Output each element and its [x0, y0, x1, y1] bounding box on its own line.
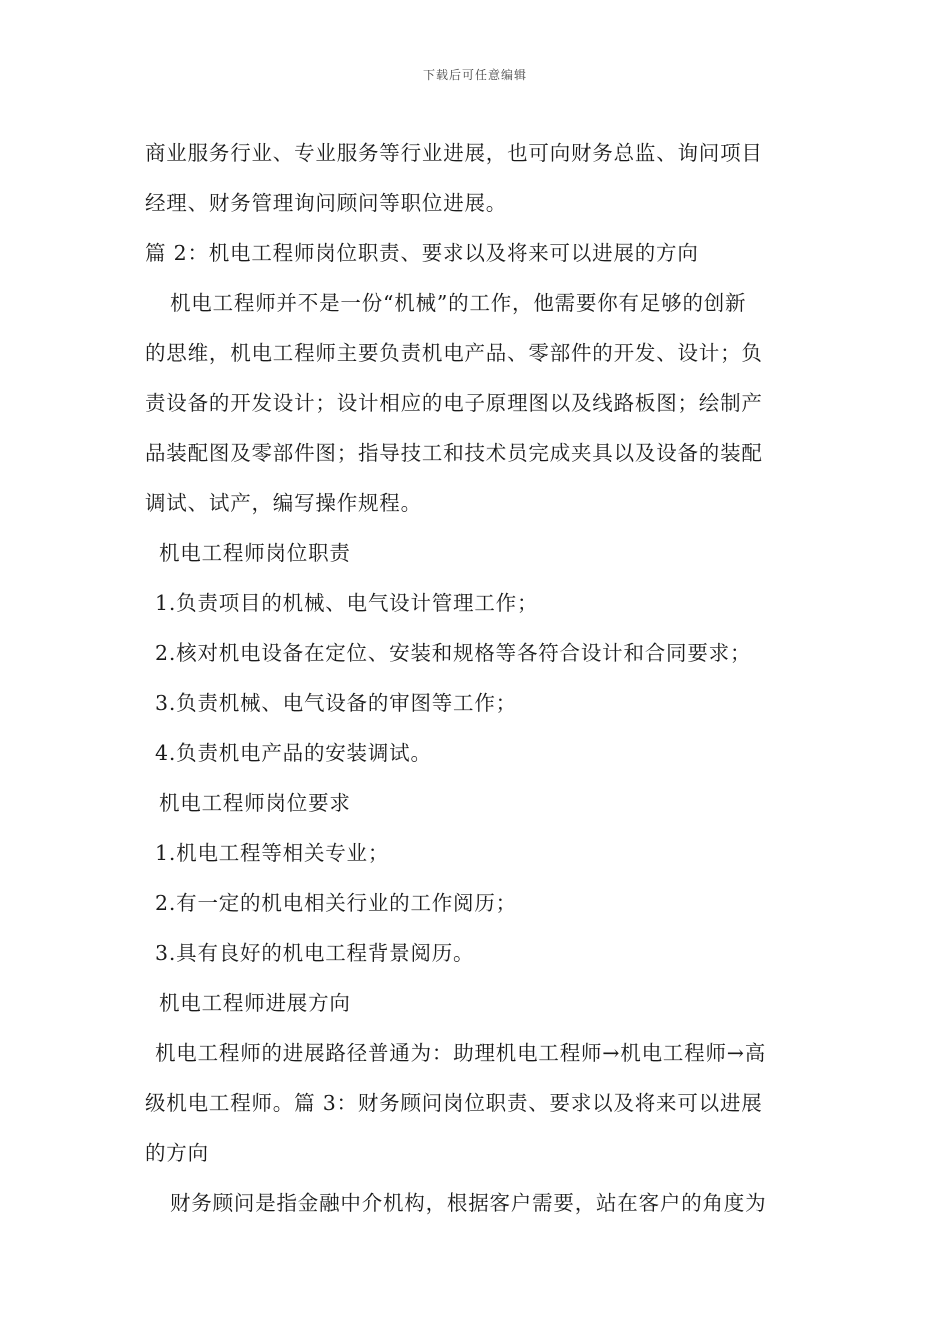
list-item: 3.负责机械、电气设备的审图等工作；	[155, 691, 517, 715]
list-item: 2.核对机电设备在定位、安装和规格等各符合设计和合同要求；	[155, 641, 752, 665]
subsection-heading: 机电工程师岗位职责	[159, 541, 351, 565]
paragraph-line: 调试、试产，编写操作规程。	[145, 491, 422, 515]
document-body	[145, 130, 810, 1230]
paragraph-line: 财务顾问是指金融中介机构，根据客户需要，站在客户的角度为	[170, 1191, 767, 1215]
list-item: 2.有一定的机电相关行业的工作阅历；	[155, 891, 517, 915]
subsection-heading: 机电工程师岗位要求	[159, 791, 351, 815]
list-item: 4.负责机电产品的安装调试。	[155, 741, 432, 765]
list-item: 3.具有良好的机电工程背景阅历。	[155, 941, 475, 965]
paragraph-line: 责设备的开发设计；设计相应的电子原理图以及线路板图；绘制产	[145, 391, 763, 415]
paragraph-line: 商业服务行业、专业服务等行业进展，也可向财务总监、询问项目	[145, 141, 763, 165]
paragraph-line: 经理、财务管理询问顾问等职位进展。	[145, 191, 508, 215]
section-heading: 篇 2：机电工程师岗位职责、要求以及将来可以进展的方向	[145, 241, 699, 265]
list-item: 1.机电工程等相关专业；	[155, 841, 390, 865]
paragraph-line: 级机电工程师。篇 3：财务顾问岗位职责、要求以及将来可以进展	[145, 1091, 763, 1115]
paragraph-line: 的思维，机电工程师主要负责机电产品、零部件的开发、设计；负	[145, 341, 763, 365]
paragraph-line: 品装配图及零部件图；指导技工和技术员完成夹具以及设备的装配	[145, 441, 763, 465]
paragraph-line: 机电工程师并不是一份“机械”的工作，他需要你有足够的创新	[170, 291, 747, 315]
subsection-heading: 机电工程师进展方向	[159, 991, 351, 1015]
list-item: 1.负责项目的机械、电气设计管理工作；	[155, 591, 539, 615]
page-header: 下载后可任意编辑	[422, 68, 527, 82]
paragraph-line: 机电工程师的进展路径普通为：助理机电工程师→机电工程师→高	[155, 1041, 767, 1065]
paragraph-line: 的方向	[145, 1141, 209, 1165]
